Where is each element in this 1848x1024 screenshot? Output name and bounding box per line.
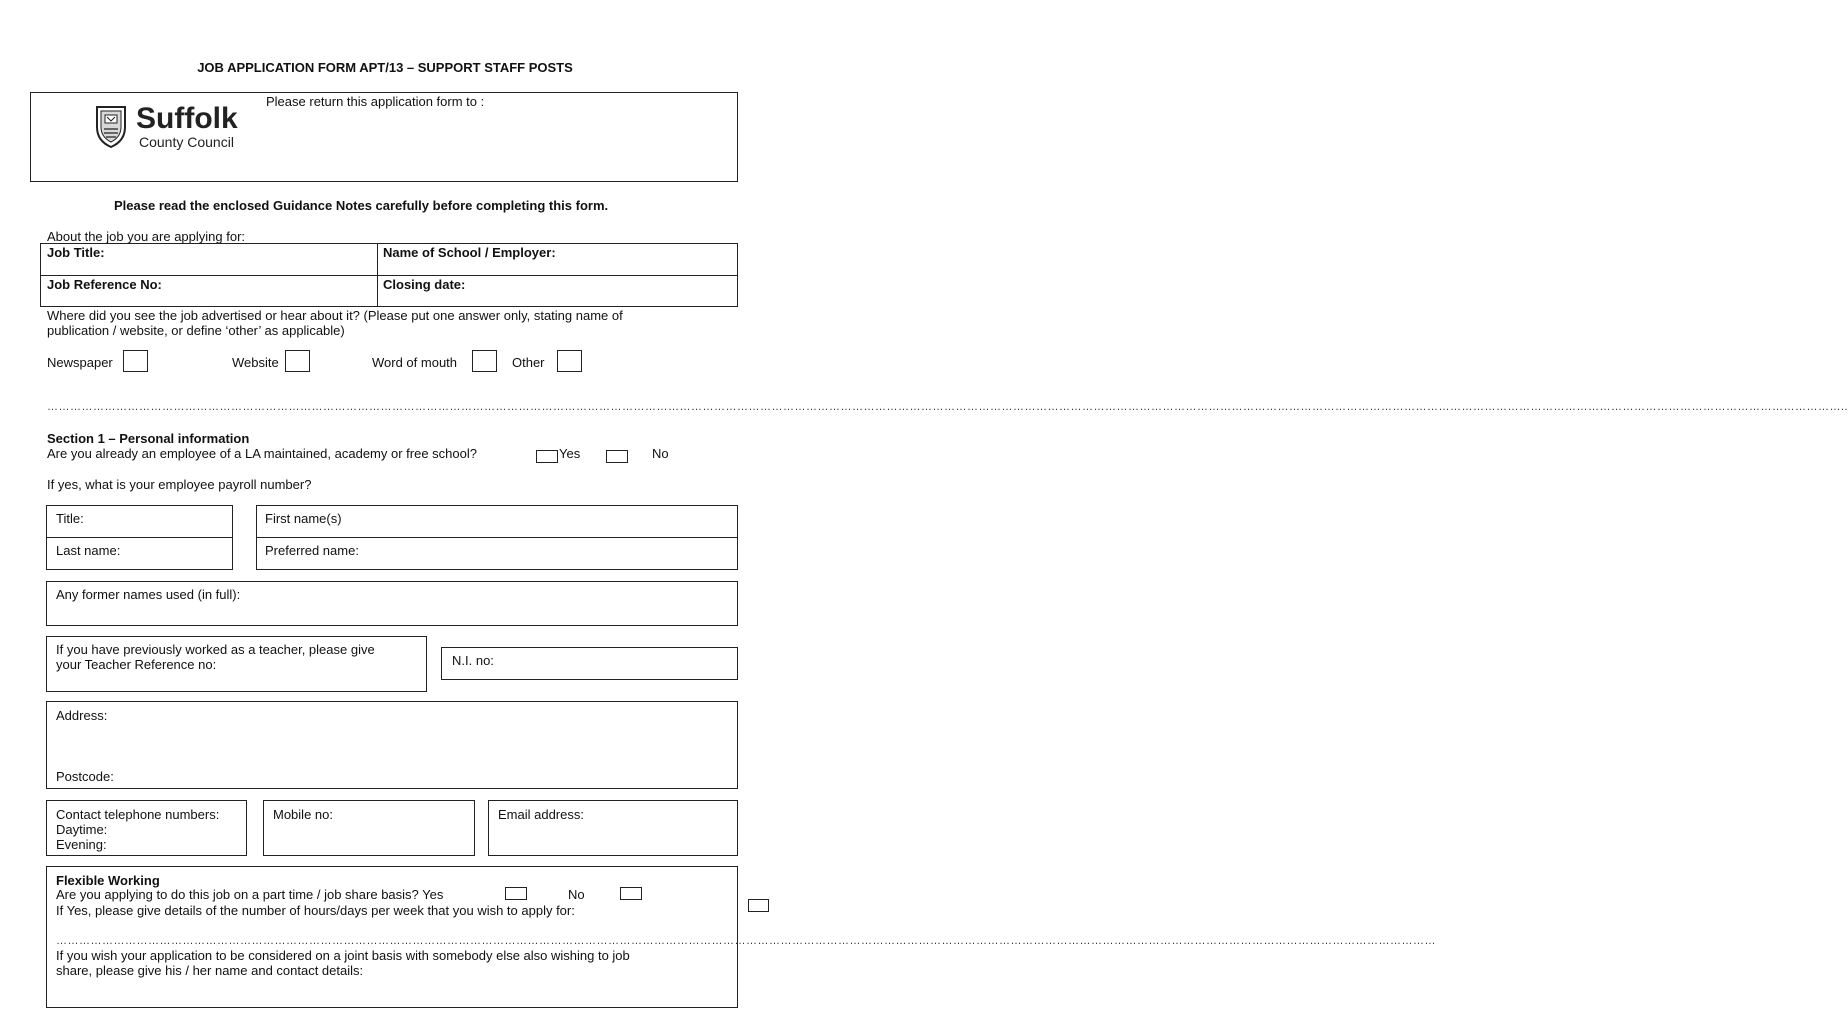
evening-field[interactable]: Evening:: [56, 837, 107, 852]
job-title-label[interactable]: Job Title:: [47, 245, 105, 260]
mobile-field[interactable]: Mobile no:: [273, 807, 333, 822]
joint-line1: If you wish your application to be considered on a joint basis with somebody else also wishing to job: [56, 948, 630, 963]
job-table-col-divider: [377, 243, 378, 307]
word-of-mouth-label: Word of mouth: [372, 355, 458, 370]
payroll-question: If yes, what is your employee payroll number?: [47, 477, 312, 492]
job-table-divider: [40, 275, 738, 276]
other-label: Other: [512, 355, 545, 370]
postcode-field[interactable]: Postcode:: [56, 769, 114, 784]
employee-yes-checkbox[interactable]: [536, 450, 558, 463]
return-label: Please return this application form to :: [266, 94, 485, 109]
flexible-details-line[interactable]: ………………………………………………………………………………………………………………………………………………………………………………………………………………………………………………………………………………………………………………………………: [56, 935, 1436, 947]
school-employer-label[interactable]: Name of School / Employer:: [383, 245, 556, 260]
suffolk-crest-icon: [94, 103, 128, 149]
advert-question-line1: Where did you see the job advertised or hear about it? (Please put one answer only, stating name of: [47, 308, 623, 323]
last-name-field[interactable]: Last name:: [56, 543, 121, 558]
advert-details-line[interactable]: ………………………………………………………………………………………………………………………………………………………………………………………………………………………………………………………………………………………………………………………………………………………………………………………………………………………………..: [47, 401, 1848, 413]
flexible-no-checkbox[interactable]: [620, 887, 642, 900]
contact-label: Contact telephone numbers:: [56, 807, 220, 822]
advert-question-line2: publication / website, or define ‘other’ as applicable): [47, 323, 345, 338]
employee-no-label: No: [652, 446, 669, 461]
title-field[interactable]: Title:: [56, 511, 84, 526]
teacher-ref-line1[interactable]: If you have previously worked as a teacher, please give: [56, 642, 375, 657]
flexible-heading: Flexible Working: [56, 873, 160, 888]
flexible-question: Are you applying to do this job on a part time / job share basis? Yes: [56, 887, 444, 902]
word-of-mouth-checkbox[interactable]: [472, 350, 497, 372]
employee-question: Are you already an employee of a LA maintained, academy or free school?: [47, 446, 477, 461]
closing-date-label[interactable]: Closing date:: [383, 277, 466, 292]
margin-checkbox[interactable]: [748, 899, 769, 912]
joint-line2: share, please give his / her name and contact details:: [56, 963, 364, 978]
newspaper-checkbox[interactable]: [123, 350, 148, 372]
title-box-divider: [46, 537, 233, 538]
employee-no-checkbox[interactable]: [606, 450, 628, 463]
address-field[interactable]: Address:: [56, 708, 108, 723]
teacher-ref-line2[interactable]: your Teacher Reference no:: [56, 657, 217, 672]
job-reference-label[interactable]: Job Reference No:: [47, 277, 162, 292]
logo-subtitle: County Council: [139, 134, 234, 150]
first-box-divider: [256, 537, 738, 538]
daytime-field[interactable]: Daytime:: [56, 822, 108, 837]
logo-name: Suffolk: [136, 102, 238, 135]
address-box: [46, 701, 738, 789]
job-intro: About the job you are applying for:: [47, 229, 246, 244]
website-checkbox[interactable]: [285, 350, 310, 372]
flexible-details-question: If Yes, please give details of the number of hours/days per week that you wish to apply for:: [56, 903, 575, 918]
flexible-yes-checkbox[interactable]: [505, 887, 527, 900]
other-checkbox[interactable]: [557, 350, 582, 372]
former-names-field[interactable]: Any former names used (in full):: [56, 587, 241, 602]
section1-heading: Section 1 – Personal information: [47, 431, 250, 446]
form-title: JOB APPLICATION FORM APT/13 – SUPPORT STAFF POSTS: [197, 60, 573, 75]
email-field[interactable]: Email address:: [498, 807, 584, 822]
preferred-name-field[interactable]: Preferred name:: [265, 543, 359, 558]
first-names-field[interactable]: First name(s): [265, 511, 342, 526]
flexible-no-label: No: [568, 887, 585, 902]
website-label: Website: [232, 355, 279, 370]
newspaper-label: Newspaper: [47, 355, 113, 370]
ni-field[interactable]: N.I. no:: [452, 653, 494, 668]
guidance-notice: Please read the enclosed Guidance Notes carefully before completing this form.: [114, 198, 609, 213]
employee-yes-label: Yes: [559, 446, 581, 461]
